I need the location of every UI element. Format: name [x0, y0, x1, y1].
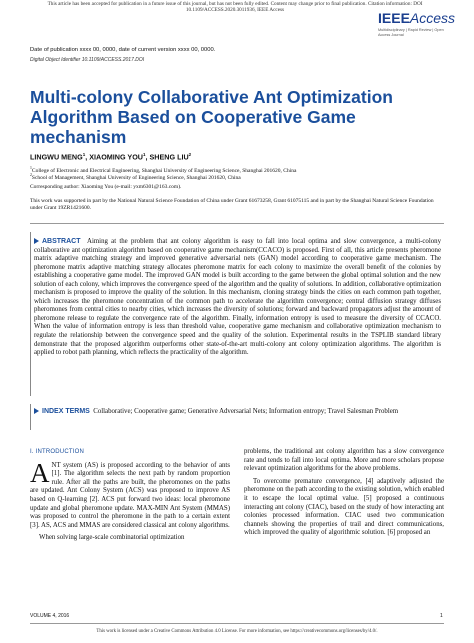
intro-right-column [244, 448, 444, 538]
affiliation-2-sup: 2 [30, 173, 32, 177]
triangle-marker-icon [34, 238, 39, 244]
page-number: 1 [440, 613, 443, 619]
affiliation-2 [30, 172, 241, 182]
ieee-access-logo [378, 10, 456, 37]
abstract-text: Aiming at the problem that ant colony algorithm is easy to fall into local optima and slow convergence, a multi-colony collaborative ant optimization algorithm based on cooperative game mechanism(CCACO) is proposed. First of all, this article presents pheromone matrix adaptive matching strategy and improved generative adversarial nets (GAN) model according to cooperative game mechanism. The pheromone matrix adaptive matching strategy allocates pheromone matrix for each colony to maximize the overall benefit of the colonies by establishing a cooperative game model. The improved GAN model is built according to the game between the global optimal solution and the new solution of each colony, which improves the convergence speed of the algorithm and the quality of solutions. In addition, collaborative optimization mechanism is proposed to improve the quality of the solution. In this mechanism, cloning strategy binds the cities on each common path together, which increases the pheromone concentration of the common path to accelerate the algorithm convergence; central diffusion strategy diffuses pheromones from central cities to nearby cities, which increases the diversity of solutions; forward and backward propagators adjust the amount of pheromone release to regulate the convergence rate of the algorithm. Finally, information entropy is used to measure the diversity of CCACO. When the value of information entropy is less than threshold value, cooperative game mechanism and collaborative optimization mechanism to regulate the relationship between the convergence speed and the quality of the solution. Experimental results in the TSPLIB standard library demonstrate that the proposed algorithm outperforms other state-of-the-art multi-colony ant colony optimization algorithms. The algorithm is applied to robot path planning, which reflects the practicality of the algorithm. [34, 238, 442, 357]
triangle-marker-icon [34, 408, 39, 414]
volume-label: VOLUME 4, 2016 [30, 613, 70, 619]
divider-bottom [30, 623, 444, 624]
author-1: LINGWU MENG [30, 152, 83, 162]
drop-cap: A [30, 457, 50, 488]
doi-line: Digital Object Identifier 10.1109/ACCESS.2017.DOI [30, 57, 145, 63]
author-3-sup: 2 [188, 152, 192, 157]
banner-line-2: 10.1109/ACCESS.2020.3011936, IEEE Access [185, 7, 285, 13]
intro-paragraph-1 [30, 457, 230, 531]
author-2-sup: 1 [143, 152, 146, 157]
abstract-heading: ABSTRACT [42, 238, 81, 245]
corresponding-author: Corresponding author: Xiaoming You (e-mail: yxm6301@163.com). [30, 184, 182, 190]
author-3: SHENG LIU [149, 152, 189, 162]
author-1-sup: 1 [82, 152, 86, 157]
author-2: XIAOMING YOU [89, 152, 143, 162]
divider-top [30, 223, 444, 224]
publication-date: Date of publication xxxx 00, 0000, date of current version xxxx 00, 0000. [30, 47, 216, 53]
affiliation-1-text: College of Electronic and Electrical Engineering, Shanghai University of Engineering Science, Shanghai 201620, China [31, 167, 297, 174]
intro-paragraph-2: When solving large-scale combinatorial optimization [39, 534, 185, 542]
funding-note: This work was supported in part by the National Natural Science Foundation of China under Grant 61673258, Grant 61075115 and in part by the Shanghai Natural Science Foundation under Grant 19ZR1421600. [30, 198, 434, 211]
paper-title: Multi-colony Collaborative Ant Optimization Algorithm Based on Cooperative Game mechanism [30, 87, 393, 147]
logo-ieee-text: IEEE [378, 10, 410, 26]
abstract-block [34, 238, 441, 358]
author-list: LINGWU MENG$^1$, XIAOMING YOU$^1$, SHENG LIU$^2$ [30, 152, 192, 162]
logo-access-text: Access [409, 10, 456, 26]
index-terms-heading: INDEX TERMS [42, 408, 90, 415]
affiliation-1-sup: 1 [30, 166, 32, 170]
intro-left-column [30, 448, 230, 543]
intro-paragraph-1-text: NT system (AS) is proposed according to the behavior of ants [1]. The algorithm selects the next path by random proportion rule. After all the paths are built, the pheromones on the paths are updated. Ant Colony System (ACS) was proposed to improve AS based on Q-learning [2]. ACS put forward two ideas: local pheromone update and global pheromone update. MAX-MIN Ant System (MMAS) was proposed to control the pheromone in the path to a certain extent [3]. AS, ACS and MMAS are considered classical ant colony algorithms. [30, 461, 230, 529]
banner-line-1: This article has been accepted for publication in a future issue of this journal, but has not been fully edited. Content may change prior to final publication. Citation information: DOI [47, 1, 423, 7]
intro-heading: I. INTRODUCTION [30, 449, 84, 455]
index-terms-text: Collaborative; Cooperative game; Generative Adversarial Nets; Information entropy; Travel Salesman Problem [93, 408, 399, 415]
index-terms-block [34, 408, 441, 417]
license-note: This work is licensed under a Creative Commons Attribution 4.0 License. For more information, see https://creativecommons.org/licenses/by/4.0/. [96, 629, 378, 634]
intro-right-paragraph-1: problems, the traditional ant colony algorithm has a slow convergence rate and tends to fall into local optima. More and more scholars propose relevant optimization algorithms for the above problems. [244, 448, 444, 473]
affiliation-2-text: School of Management, Shanghai University of Engineering Science, Shanghai 201620, China [31, 174, 241, 181]
logo-tagline: Multidisciplinary | Rapid Review | Open Access Journal [378, 28, 444, 37]
intro-right-paragraph-2: To overcome premature convergence, [4] adaptively adjusted the pheromone on the path according to the existing solution, which enabled it to escape the local optimal value. [5] proposed a continuous interacting ant colony (CIAC), based on the study of how interacting ant colonies processed information. CIAC used two communication channels showing the properties of trail and direct communications, which improved the quality of algorithmic solution. [6] proposed an [244, 477, 444, 537]
